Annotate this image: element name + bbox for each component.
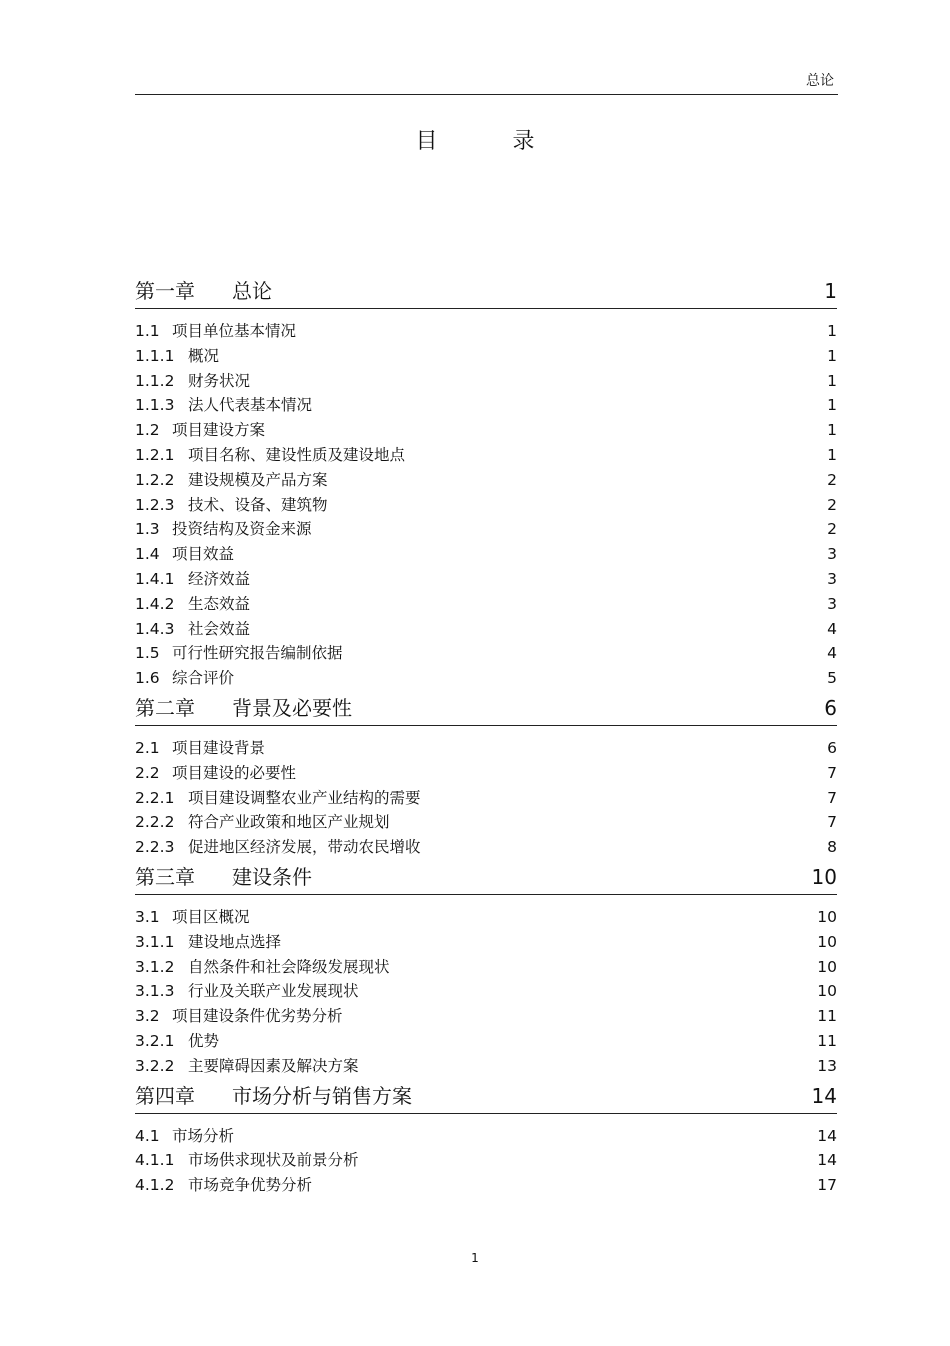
toc-entry-page: 13 xyxy=(817,1056,837,1075)
toc-entry[interactable] xyxy=(135,617,837,642)
page-title: 目 录 xyxy=(415,129,569,154)
toc-entry-title: 投资结构及资金来源 xyxy=(172,520,312,539)
toc-entry-number: 第三章 xyxy=(135,864,195,889)
toc-entry[interactable] xyxy=(135,1124,837,1149)
page-number: 1 xyxy=(471,1251,479,1265)
toc-entry[interactable] xyxy=(135,979,837,1004)
toc-entry-heading xyxy=(135,666,234,691)
toc-entry-title: 市场分析与销售方案 xyxy=(232,1083,412,1108)
toc-entry-number: 第二章 xyxy=(135,695,195,720)
toc-entry-page: 7 xyxy=(827,788,837,807)
toc-entry-number: 2.2.1 xyxy=(135,788,175,807)
toc-entry-page: 10 xyxy=(817,982,837,1001)
toc-entry-heading xyxy=(135,1054,359,1079)
toc-entry-page: 11 xyxy=(817,1007,837,1026)
toc-entry-page: 7 xyxy=(827,763,837,782)
toc-entry-page: 1 xyxy=(824,279,837,303)
toc-entry-number: 1.2 xyxy=(135,421,160,440)
toc-entry-heading xyxy=(135,344,219,369)
toc-entry-page: 3 xyxy=(827,545,837,564)
toc-entry-number: 1.1.1 xyxy=(135,346,175,365)
toc-entry-page: 8 xyxy=(827,838,837,857)
toc-entry-title: 项目建设方案 xyxy=(172,421,266,440)
toc-entry-title: 背景及必要性 xyxy=(232,695,352,720)
toc-entry-title: 项目建设的必要性 xyxy=(172,763,297,782)
toc-entry-title: 项目效益 xyxy=(172,545,235,564)
toc-entry[interactable] xyxy=(135,930,837,955)
toc-entry-number: 2.2.2 xyxy=(135,813,175,832)
toc-entry-number: 3.1.2 xyxy=(135,957,175,976)
toc-entry-heading xyxy=(135,1173,312,1198)
toc-entry-title: 促进地区经济发展，带动农民增收 xyxy=(188,838,421,857)
toc-entry-number: 1.4.1 xyxy=(135,569,175,588)
toc-entry-title: 技术、设备、建筑物 xyxy=(188,495,328,514)
toc-entry-title: 项目建设背景 xyxy=(172,738,266,757)
toc-entry-title: 概况 xyxy=(188,346,220,365)
toc-entry-number: 3.1.1 xyxy=(135,932,175,951)
toc-entry-number: 3.2 xyxy=(135,1007,160,1026)
toc-entry-number: 1.6 xyxy=(135,669,160,688)
toc-entry[interactable] xyxy=(135,905,837,930)
toc-entry[interactable] xyxy=(135,835,837,860)
toc-entry-number: 1.2.1 xyxy=(135,445,175,464)
toc-entry-heading xyxy=(135,835,421,860)
toc-entry[interactable] xyxy=(135,468,837,493)
toc-entry-number: 3.2.2 xyxy=(135,1056,175,1075)
table-of-contents xyxy=(135,274,837,1198)
toc-entry-page: 14 xyxy=(817,1126,837,1145)
toc-entry-heading xyxy=(135,761,296,786)
toc-entry-page: 2 xyxy=(827,520,837,539)
toc-entry-heading xyxy=(135,393,312,418)
toc-entry-number: 4.1.2 xyxy=(135,1176,175,1195)
toc-entry[interactable] xyxy=(135,542,837,567)
toc-entry-title: 社会效益 xyxy=(188,619,251,638)
toc-entry-page: 4 xyxy=(827,619,837,638)
toc-entry-page: 1 xyxy=(827,445,837,464)
toc-entry-title: 生态效益 xyxy=(188,594,251,613)
toc-entry-title: 项目区概况 xyxy=(172,907,250,926)
toc-entry-number: 1.1 xyxy=(135,322,160,340)
toc-entry-number: 3.2.1 xyxy=(135,1031,175,1050)
toc-entry-heading xyxy=(135,736,265,761)
toc-entry-page: 4 xyxy=(827,644,837,663)
toc-entry-page: 14 xyxy=(811,1083,837,1108)
toc-entry-page: 6 xyxy=(827,738,837,757)
toc-entry[interactable] xyxy=(135,517,837,542)
toc-entry-heading xyxy=(135,1081,412,1111)
toc-entry-page: 11 xyxy=(817,1031,837,1050)
toc-entry-heading xyxy=(135,641,343,666)
toc-entry-title: 项目名称、建设性质及建设地点 xyxy=(188,445,406,464)
toc-entry-title: 总论 xyxy=(232,279,272,303)
toc-entry-title: 市场分析 xyxy=(172,1126,235,1145)
toc-entry-number: 4.1.1 xyxy=(135,1151,175,1170)
toc-entry-heading xyxy=(135,493,328,518)
toc-entry-title: 项目建设调整农业产业结构的需要 xyxy=(188,788,421,807)
toc-entry-page: 1 xyxy=(827,371,837,390)
toc-entry-heading xyxy=(135,810,390,835)
toc-chapter-entry[interactable] xyxy=(135,1081,837,1114)
toc-entry-heading xyxy=(135,955,390,980)
toc-entry[interactable] xyxy=(135,493,837,518)
toc-entry-heading xyxy=(135,443,405,468)
toc-entry-title: 可行性研究报告编制依据 xyxy=(172,644,343,663)
toc-entry-heading xyxy=(135,542,234,567)
toc-chapter-entry[interactable] xyxy=(135,276,837,309)
toc-entry-number: 1.3 xyxy=(135,520,160,539)
toc-entry-heading xyxy=(135,592,250,617)
toc-entry-page: 1 xyxy=(827,421,837,440)
toc-entry-page: 5 xyxy=(827,669,837,688)
header-rule xyxy=(135,94,838,95)
toc-entry-heading xyxy=(135,276,272,306)
running-header: 总论 xyxy=(806,73,834,89)
toc-entry-number: 1.1.3 xyxy=(135,396,175,415)
toc-entry-page: 17 xyxy=(817,1176,837,1195)
toc-entry-heading xyxy=(135,693,352,723)
toc-entry-page: 10 xyxy=(817,957,837,976)
toc-entry-title: 市场竞争优势分析 xyxy=(188,1176,313,1195)
toc-entry-page: 10 xyxy=(811,864,837,889)
toc-entry-number: 3.1 xyxy=(135,907,160,926)
toc-entry[interactable] xyxy=(135,1029,837,1054)
toc-entry-title: 建设地点选择 xyxy=(188,932,282,951)
toc-entry-heading xyxy=(135,862,312,892)
toc-entry-heading xyxy=(135,1148,359,1173)
toc-entry-number: 第四章 xyxy=(135,1083,195,1108)
toc-chapter-entry[interactable] xyxy=(135,693,837,726)
toc-entry-page: 1 xyxy=(827,322,837,340)
toc-entry-page: 6 xyxy=(824,695,837,720)
toc-entry-number: 3.1.3 xyxy=(135,982,175,1001)
toc-entry-title: 财务状况 xyxy=(188,371,251,390)
toc-entry-heading xyxy=(135,1124,234,1149)
toc-entry-number: 2.1 xyxy=(135,738,160,757)
toc-entry-number: 第一章 xyxy=(135,279,195,303)
toc-entry-title: 符合产业政策和地区产业规划 xyxy=(188,813,390,832)
toc-entry-number: 1.5 xyxy=(135,644,160,663)
toc-entry-page: 3 xyxy=(827,594,837,613)
toc-entry-number: 2.2.3 xyxy=(135,838,175,857)
toc-entry-title: 综合评价 xyxy=(172,669,235,688)
toc-entry[interactable] xyxy=(135,955,837,980)
toc-entry-heading xyxy=(135,468,328,493)
toc-entry-heading xyxy=(135,567,250,592)
toc-entry-title: 建设规模及产品方案 xyxy=(188,470,328,489)
toc-entry[interactable] xyxy=(135,592,837,617)
toc-entry-number: 1.2.3 xyxy=(135,495,175,514)
toc-entry-number: 1.4.2 xyxy=(135,594,175,613)
toc-entry-page: 1 xyxy=(827,346,837,365)
toc-entry-page: 1 xyxy=(827,396,837,415)
toc-entry[interactable] xyxy=(135,1173,837,1198)
toc-entry-title: 建设条件 xyxy=(232,864,312,889)
toc-entry-page: 14 xyxy=(817,1151,837,1170)
toc-entry-title: 项目单位基本情况 xyxy=(172,322,297,340)
toc-entry[interactable] xyxy=(135,810,837,835)
toc-entry-title: 市场供求现状及前景分析 xyxy=(188,1151,359,1170)
toc-entry-page: 3 xyxy=(827,569,837,588)
toc-entry-page: 7 xyxy=(827,813,837,832)
toc-entry-title: 经济效益 xyxy=(188,569,251,588)
toc-entry-heading xyxy=(135,786,421,811)
toc-entry[interactable] xyxy=(135,761,837,786)
toc-entry[interactable] xyxy=(135,666,837,691)
toc-entry[interactable] xyxy=(135,319,837,344)
toc-entry-number: 1.1.2 xyxy=(135,371,175,390)
toc-entry-title: 法人代表基本情况 xyxy=(188,396,313,415)
toc-entry-heading xyxy=(135,930,281,955)
toc-entry-page: 2 xyxy=(827,470,837,489)
toc-entry-number: 1.2.2 xyxy=(135,470,175,489)
toc-entry-page: 10 xyxy=(817,932,837,951)
toc-entry[interactable] xyxy=(135,1004,837,1029)
toc-entry-heading xyxy=(135,517,312,542)
toc-entry[interactable] xyxy=(135,418,837,443)
toc-entry[interactable] xyxy=(135,393,837,418)
toc-entry-title: 主要障碍因素及解决方案 xyxy=(188,1056,359,1075)
toc-entry-number: 2.2 xyxy=(135,763,160,782)
toc-entry[interactable] xyxy=(135,786,837,811)
toc-entry-heading xyxy=(135,1029,219,1054)
toc-entry-heading xyxy=(135,369,250,394)
toc-entry[interactable] xyxy=(135,641,837,666)
toc-entry-heading xyxy=(135,418,265,443)
toc-entry-number: 1.4.3 xyxy=(135,619,175,638)
toc-entry-title: 项目建设条件优劣势分析 xyxy=(172,1007,343,1026)
toc-entry-title: 自然条件和社会降级发展现状 xyxy=(188,957,390,976)
toc-entry-heading xyxy=(135,1004,343,1029)
toc-entry-number: 1.4 xyxy=(135,545,160,564)
toc-entry-heading xyxy=(135,905,250,930)
toc-entry[interactable] xyxy=(135,736,837,761)
toc-entry[interactable] xyxy=(135,443,837,468)
toc-entry[interactable] xyxy=(135,1054,837,1079)
toc-entry-page: 10 xyxy=(817,907,837,926)
toc-entry-heading xyxy=(135,979,359,1004)
toc-entry[interactable] xyxy=(135,344,837,369)
toc-entry-heading xyxy=(135,319,296,344)
toc-chapter-entry[interactable] xyxy=(135,862,837,895)
toc-entry-heading xyxy=(135,617,250,642)
toc-entry[interactable] xyxy=(135,567,837,592)
toc-entry-title: 优势 xyxy=(188,1031,220,1050)
toc-entry-title: 行业及关联产业发展现状 xyxy=(188,982,359,1001)
toc-entry[interactable] xyxy=(135,369,837,394)
toc-entry[interactable] xyxy=(135,1148,837,1173)
toc-entry-number: 4.1 xyxy=(135,1126,160,1145)
toc-entry-page: 2 xyxy=(827,495,837,514)
